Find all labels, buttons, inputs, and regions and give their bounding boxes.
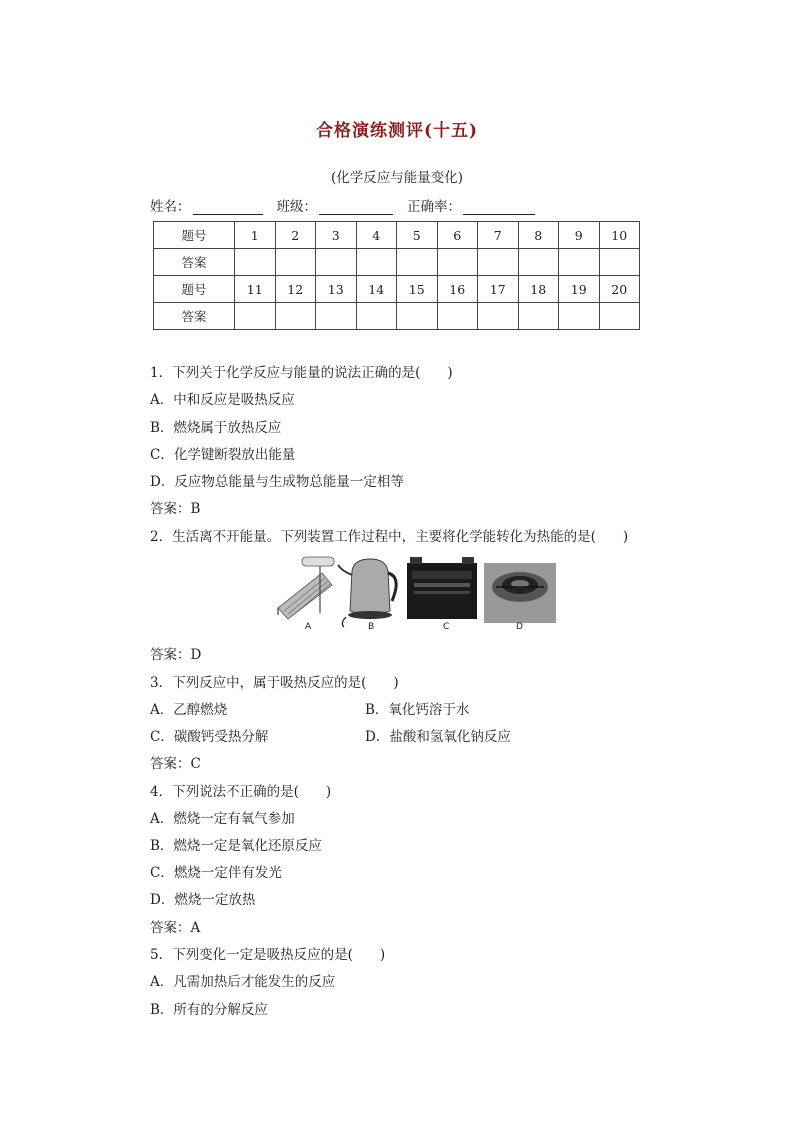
- answer-cell[interactable]: [559, 249, 600, 276]
- question-4-option-d: D．燃烧一定放热: [150, 892, 256, 908]
- question-3-stem: 3．下列反应中，属于吸热反应的是( ): [150, 675, 399, 691]
- number-cell: 4: [356, 222, 397, 249]
- page-subtitle: (化学反应与能量变化): [330, 170, 464, 186]
- table-row: [154, 276, 640, 303]
- class-label: 班级：: [276, 199, 317, 215]
- answer-cell[interactable]: [599, 249, 640, 276]
- gas-stove-image: [484, 563, 556, 623]
- number-cell: 3: [316, 222, 357, 249]
- question-1-option-a: A．中和反应是吸热反应: [150, 392, 295, 408]
- question-2-answer: 答案：D: [150, 647, 202, 663]
- accuracy-field[interactable]: [407, 195, 535, 215]
- number-cell: 12: [275, 276, 316, 303]
- answer-cell[interactable]: [559, 303, 600, 330]
- question-3-option-a: A．乙醇燃烧: [150, 702, 228, 718]
- question-1-option-c: C．化学键断裂放出能量: [150, 447, 296, 463]
- answer-cell[interactable]: [518, 303, 559, 330]
- question-3-answer: 答案：C: [150, 756, 201, 772]
- answer-cell[interactable]: [478, 249, 519, 276]
- number-cell: 7: [478, 222, 519, 249]
- answer-cell[interactable]: [316, 303, 357, 330]
- number-cell: 2: [275, 222, 316, 249]
- answer-table: [153, 221, 640, 330]
- question-1-option-d: D．反应物总能量与生成物总能量一定相等: [150, 474, 404, 490]
- answer-cell[interactable]: [397, 249, 438, 276]
- number-cell: 1: [235, 222, 276, 249]
- answer-label-cell: 答案: [154, 303, 235, 330]
- question-1-option-b: B．燃烧属于放热反应: [150, 420, 282, 436]
- number-cell: 5: [397, 222, 438, 249]
- question-4-stem: 4．下列说法不正确的是( ): [150, 784, 332, 800]
- question-1-stem: 1．下列关于化学反应与能量的说法正确的是( ): [150, 365, 453, 381]
- number-cell: 19: [559, 276, 600, 303]
- table-row: [154, 222, 640, 249]
- header-cell: 题号: [154, 276, 235, 303]
- answer-cell[interactable]: [356, 249, 397, 276]
- question-2-stem: 2．生活离不开能量。下列装置工作过程中，主要将化学能转化为热能的是( ): [150, 529, 629, 545]
- answer-cell[interactable]: [599, 303, 640, 330]
- name-label: 姓名：: [150, 199, 191, 215]
- answer-cell[interactable]: [356, 303, 397, 330]
- question-4-answer: 答案：A: [150, 920, 201, 936]
- question-5-stem: 5．下列变化一定是吸热反应的是( ): [150, 947, 386, 963]
- question-3-option-d: D．盐酸和氢氧化钠反应: [365, 729, 511, 745]
- question-3-option-b: B．氧化钙溶于水: [365, 702, 470, 718]
- number-cell: 13: [316, 276, 357, 303]
- figure-label-a: A: [305, 622, 312, 632]
- solar-heater-image: [278, 557, 334, 619]
- answer-cell[interactable]: [478, 303, 519, 330]
- number-cell: 10: [599, 222, 640, 249]
- question-3-option-c: C．碳酸钙受热分解: [150, 729, 269, 745]
- question-5-option-b: B．所有的分解反应: [150, 1002, 268, 1018]
- figure-label-b: B: [368, 622, 375, 632]
- battery-image: [407, 557, 477, 619]
- number-cell: 20: [599, 276, 640, 303]
- page-title: 合格演练测评(十五): [315, 121, 479, 141]
- table-row: [154, 303, 640, 330]
- answer-label-cell: 答案: [154, 249, 235, 276]
- answer-cell[interactable]: [275, 249, 316, 276]
- number-cell: 18: [518, 276, 559, 303]
- answer-cell[interactable]: [518, 249, 559, 276]
- number-cell: 15: [397, 276, 438, 303]
- figure-label-c: C: [443, 622, 450, 632]
- number-cell: 8: [518, 222, 559, 249]
- number-cell: 6: [437, 222, 478, 249]
- number-cell: 11: [235, 276, 276, 303]
- answer-cell[interactable]: [437, 249, 478, 276]
- student-info-line: [150, 195, 535, 215]
- class-field[interactable]: [277, 195, 394, 215]
- question-4-option-a: A．燃烧一定有氧气参加: [150, 811, 295, 827]
- answer-cell[interactable]: [397, 303, 438, 330]
- answer-cell[interactable]: [235, 303, 276, 330]
- number-cell: 14: [356, 276, 397, 303]
- answer-cell[interactable]: [316, 249, 357, 276]
- question-5-option-a: A．凡需加热后才能发生的反应: [150, 974, 336, 990]
- question-4-option-c: C．燃烧一定伴有发光: [150, 865, 282, 881]
- answer-cell[interactable]: [275, 303, 316, 330]
- accuracy-label: 正确率：: [407, 199, 461, 215]
- electric-kettle-image: [338, 559, 396, 627]
- question-1-answer: 答案：B: [150, 501, 201, 517]
- answer-cell[interactable]: [437, 303, 478, 330]
- name-field[interactable]: [150, 195, 263, 215]
- answer-cell[interactable]: [235, 249, 276, 276]
- number-cell: 16: [437, 276, 478, 303]
- header-cell: 题号: [154, 222, 235, 249]
- number-cell: 9: [559, 222, 600, 249]
- figure-label-d: D: [516, 622, 523, 632]
- number-cell: 17: [478, 276, 519, 303]
- table-row: [154, 249, 640, 276]
- question-4-option-b: B．燃烧一定是氧化还原反应: [150, 838, 322, 854]
